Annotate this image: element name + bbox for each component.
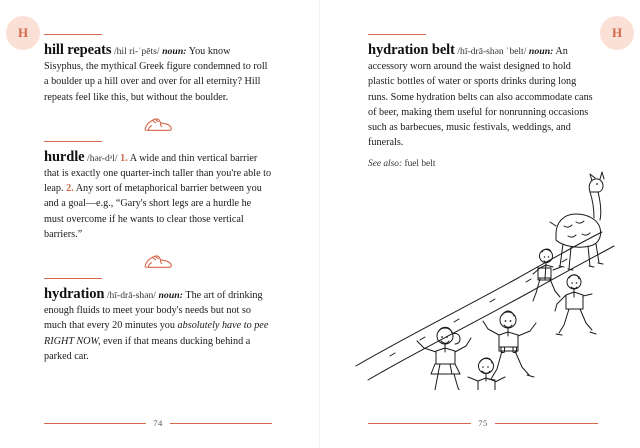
pronunciation: /hī-drā-shən ˈbelt/	[457, 46, 527, 57]
sense-text-2: Any sort of metaphorical barrier between you and a goal—e.g., “Gary's short legs are a hurdle he must overcome if he wants to clear those vertical barriers.”	[44, 183, 262, 240]
letter-tab-left	[6, 16, 40, 50]
entry-hydration-body	[44, 287, 272, 364]
letter-tab-right-label: H	[611, 25, 623, 40]
definition-text-part1: The art of drinking enough fluids to meet your body's needs but not so much that every 20 minutes you	[44, 290, 263, 332]
pronunciation: /hər-dᵊl/	[87, 152, 118, 164]
sense-number-2: 2.	[66, 183, 74, 195]
part-of-speech: noun:	[528, 46, 554, 57]
entry-hydration-belt-body	[368, 43, 598, 150]
pronunciation: /hil ri-ˈpēts/	[113, 46, 160, 57]
definition-text: You know Sisyphus, the mythical Greek figure condemned to roll a boulder up a hill over and over for all eternity? Hill repeats feel like this, but without the boulder.	[44, 46, 268, 103]
definition-text-part2: even if that means ducking behind a parked car.	[44, 335, 251, 362]
entry-hurdle	[44, 141, 272, 242]
entry-hurdle-body	[44, 150, 272, 242]
running-shoe-icon	[44, 251, 272, 271]
left-page-footer	[44, 418, 272, 428]
running-shoe-icon	[44, 114, 272, 134]
left-page-content	[44, 34, 272, 370]
headword: hurdle	[44, 148, 85, 165]
entry-rule	[44, 141, 102, 142]
entry-rule	[44, 34, 102, 35]
part-of-speech: noun:	[158, 290, 183, 302]
right-page	[320, 0, 640, 448]
sense-number-1: 1.	[120, 152, 128, 164]
entry-hydration-belt	[368, 34, 598, 169]
entry-rule	[44, 278, 102, 279]
footer-rule-right	[170, 423, 272, 424]
page-number: 75	[478, 418, 488, 428]
letter-tab-right	[600, 16, 634, 50]
see-also-target[interactable]: fuel belt	[404, 159, 436, 170]
page-number: 74	[153, 418, 163, 428]
see-also	[368, 159, 598, 169]
headword: hydration	[44, 286, 105, 303]
entry-hill-repeats-body	[44, 43, 272, 105]
right-page-content	[368, 34, 598, 175]
pronunciation: /hī-drā-shən/	[106, 290, 156, 302]
definition-text: An accessory worn around the waist designed to hold plastic bottles of water or sports drinks during long runs. Some hydration belts can also accommodate cans of beer, making them useful for nonrunning occasions such as barbecues, music festivals, weddings, and funerals.	[368, 46, 593, 149]
right-page-footer	[368, 418, 598, 428]
see-also-label: See also:	[368, 159, 403, 170]
illustration-runners-and-llama	[350, 170, 620, 390]
entry-hill-repeats	[44, 34, 272, 105]
sense-text-1: A wide and thin vertical barrier that is exactly one quarter-inch taller than you're able to leap.	[44, 152, 272, 195]
part-of-speech: noun:	[162, 46, 187, 57]
definition-emphasis: absolutely have to pee RIGHT NOW,	[44, 320, 269, 347]
entry-hydration	[44, 278, 272, 364]
headword: hydration belt	[368, 42, 455, 58]
footer-rule-left	[44, 423, 146, 424]
footer-rule-left	[368, 423, 471, 424]
letter-tab-left-label: H	[17, 25, 29, 40]
entry-rule	[368, 34, 426, 35]
headword: hill repeats	[44, 42, 112, 58]
footer-rule-right	[495, 423, 598, 424]
